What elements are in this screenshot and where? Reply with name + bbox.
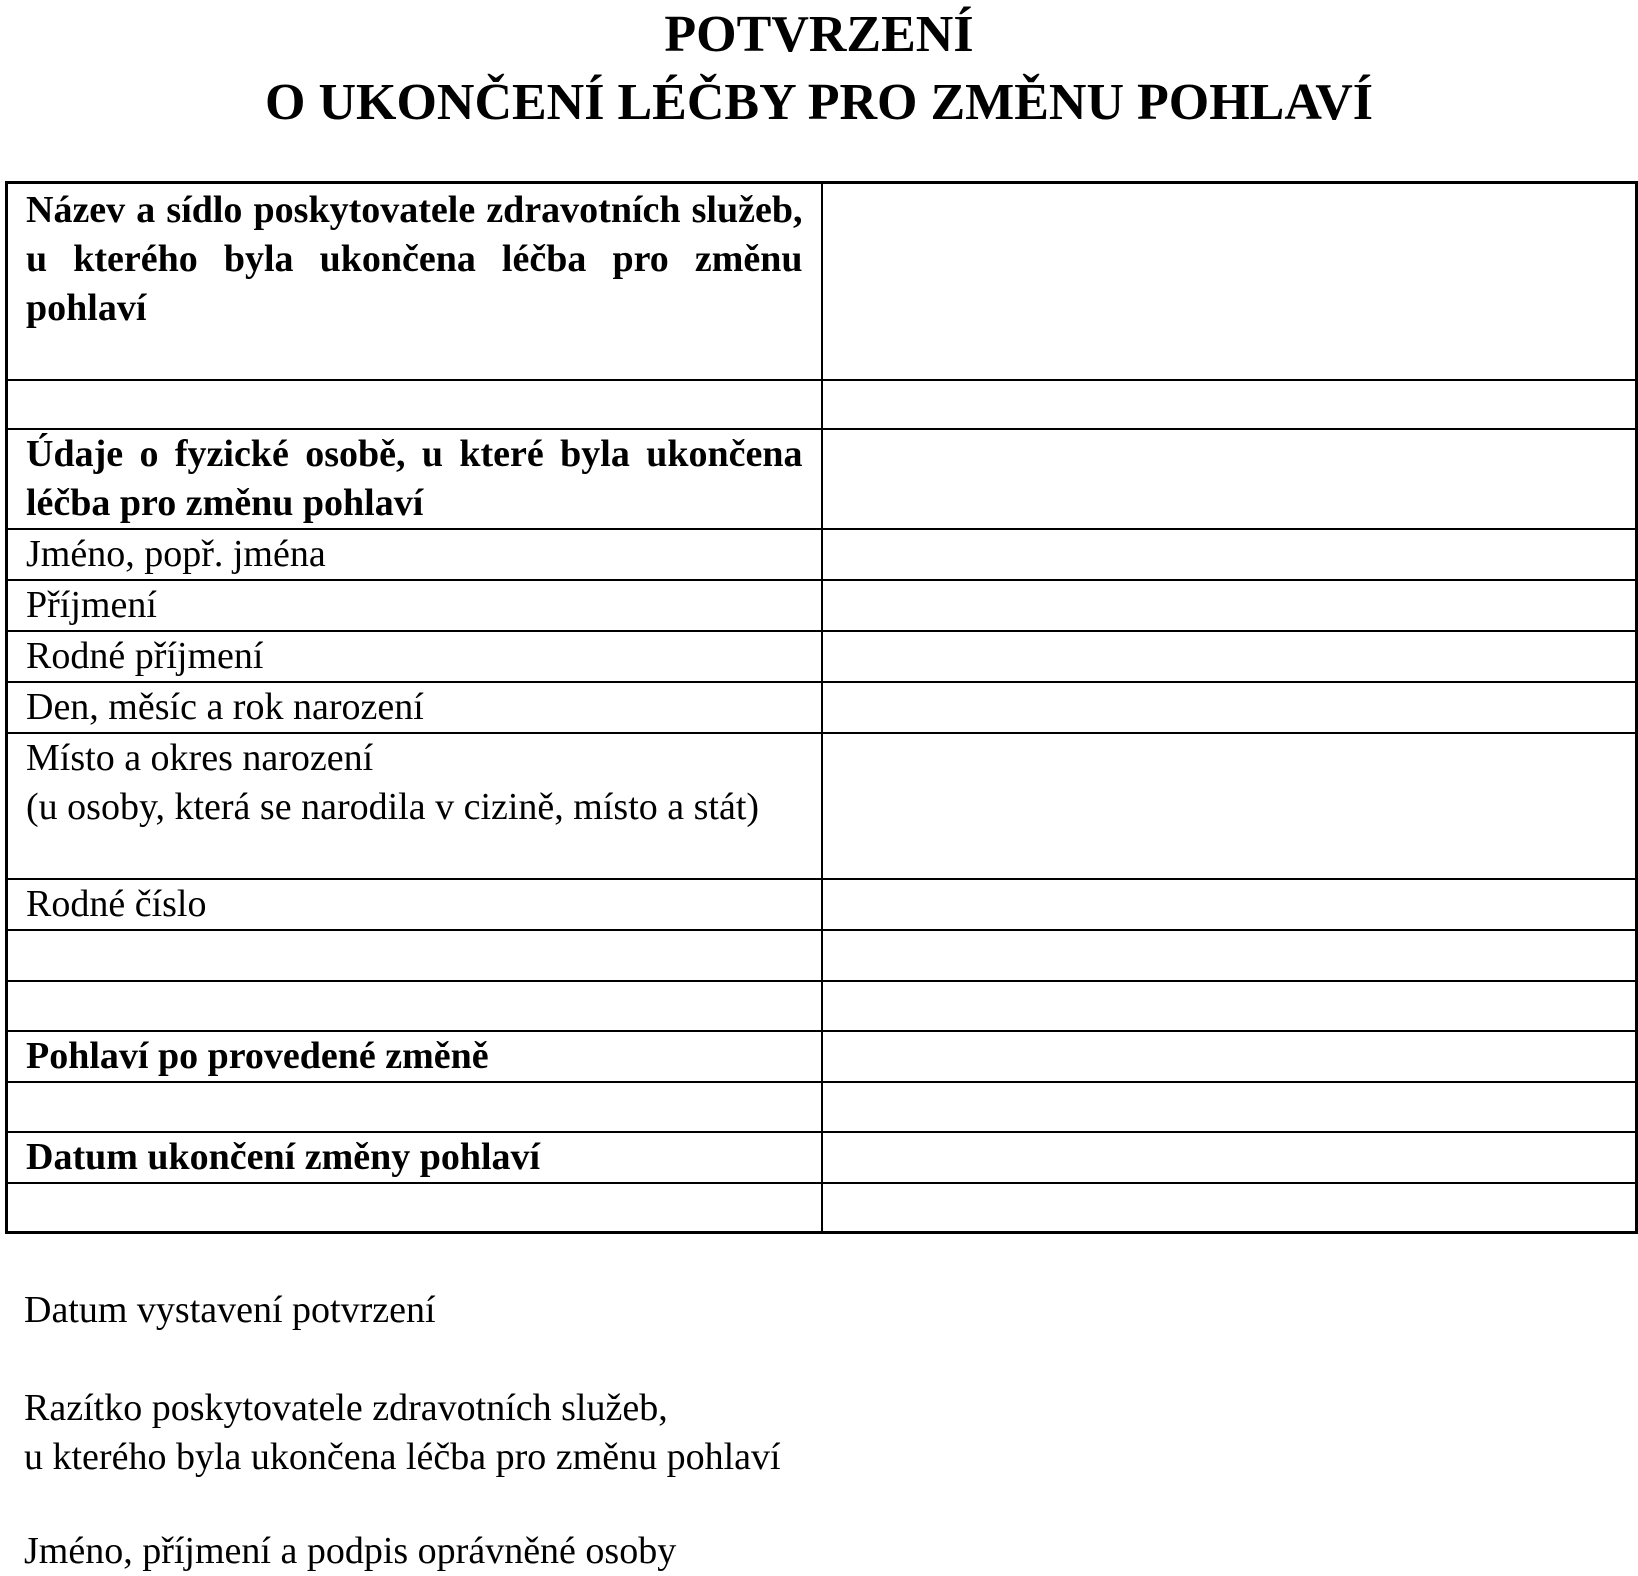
row-label-first-name: Jméno, popř. jména [7,529,822,580]
row-value-birth-surname[interactable] [822,631,1637,682]
birth-place-note: (u osoby, která se narodila v cizině, místo a stát) [26,785,760,828]
row-label-new-sex: Pohlaví po provedené změně [7,1031,822,1082]
table-row [7,380,1637,429]
table-row [7,879,1637,930]
signature-label: Jméno, příjmení a podpis oprávněné osoby [24,1530,677,1572]
table-row [7,930,1637,981]
row-value-change-date[interactable] [822,1132,1637,1183]
table-row [7,529,1637,580]
table-row [7,682,1637,733]
row-value-birth-number[interactable] [822,879,1637,930]
birth-place-label: Místo a okres narození [26,736,374,779]
table-row [7,580,1637,631]
row-value-provider[interactable] [822,183,1637,380]
row-value-surname[interactable] [822,580,1637,631]
form-table [5,181,1638,1234]
row-value-new-sex[interactable] [822,1031,1637,1082]
row-label-empty [7,981,822,1031]
row-label-empty [7,1183,822,1233]
table-row [7,1132,1637,1183]
row-label-birth-date: Den, měsíc a rok narození [7,682,822,733]
row-value-empty[interactable] [822,1183,1637,1233]
stamp-label-line2: u kterého byla ukončena léčba pro změnu pohlaví [24,1436,781,1478]
row-value-empty[interactable] [822,981,1637,1031]
table-row [7,429,1637,529]
table-row [7,631,1637,682]
row-label-person-section: Údaje o fyzické osobě, u které byla ukončena léčba pro změnu pohlaví [7,429,822,529]
row-value-birth-place[interactable] [822,733,1637,879]
table-row [7,183,1637,380]
row-value-empty[interactable] [822,1082,1637,1132]
row-label-birth-number: Rodné číslo [7,879,822,930]
table-row [7,1082,1637,1132]
row-label-empty [7,1082,822,1132]
row-label-surname: Příjmení [7,580,822,631]
row-label-birth-surname: Rodné příjmení [7,631,822,682]
row-value-first-name[interactable] [822,529,1637,580]
row-label-empty [7,380,822,429]
row-label-change-date: Datum ukončení změny pohlaví [7,1132,822,1183]
issue-date-label: Datum vystavení potvrzení [24,1289,436,1331]
row-value-birth-date[interactable] [822,682,1637,733]
stamp-label-line1: Razítko poskytovatele zdravotních služeb, [24,1387,668,1429]
table-row [7,1031,1637,1082]
row-label-birth-place [7,733,822,879]
row-value-person-section[interactable] [822,429,1637,529]
document-subtitle: O UKONČENÍ LÉČBY PRO ZMĚNU POHLAVÍ [265,74,1373,131]
table-row [7,981,1637,1031]
row-value-empty[interactable] [822,930,1637,981]
row-label-provider: Název a sídlo poskytovatele zdravotních služeb, u kterého byla ukončena léčba pro změnu pohlaví [7,183,822,380]
row-value-empty[interactable] [822,380,1637,429]
table-row [7,733,1637,879]
document-title: POTVRZENÍ [664,6,974,63]
row-label-empty [7,930,822,981]
table-row [7,1183,1637,1233]
